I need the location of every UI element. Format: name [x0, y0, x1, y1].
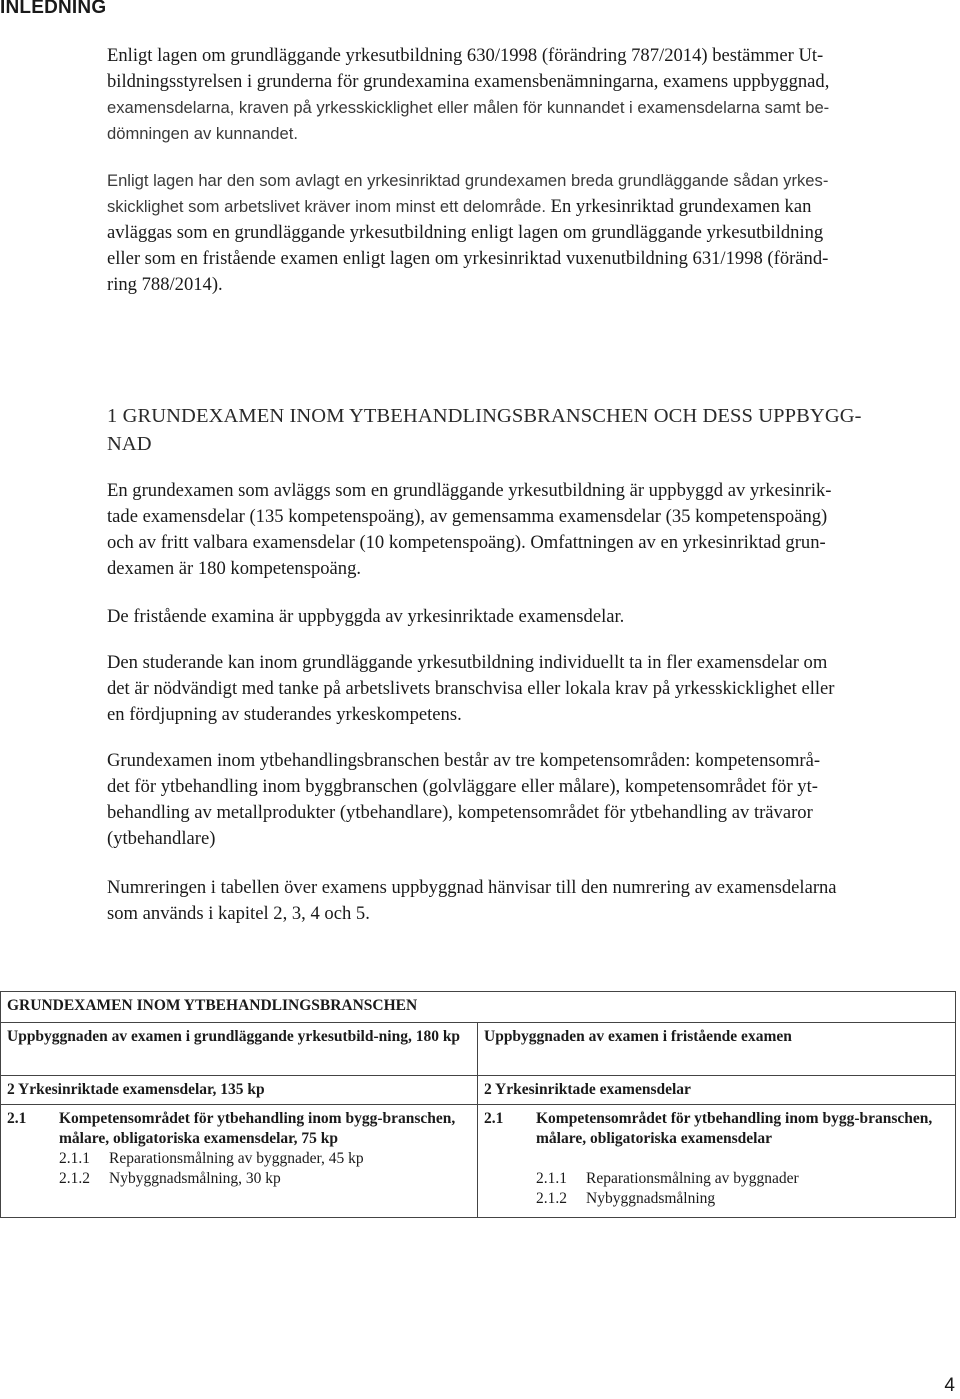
section-1-paragraph-5: [107, 875, 955, 927]
item-label: Nybyggnadsmålning, 30 kp: [109, 1170, 281, 1187]
section-1-paragraph-2: [107, 604, 955, 630]
text-line: ring 788/2014).: [107, 274, 223, 295]
item-number: 2.1.1: [536, 1170, 567, 1187]
examination-structure-table: [0, 991, 956, 1218]
text-line: Grundexamen inom ytbehandlingsbranschen består av tre kompetensområden: kompetensområ-: [107, 750, 821, 771]
text-segment: skicklighet som arbetslivet kräver inom minst ett delområde.: [107, 197, 546, 216]
intro-heading: INLEDNING: [0, 0, 107, 18]
text-line: Den studerande kan inom grundläggande yrkesutbildning individuellt ta in fler examensdelar om: [107, 652, 828, 673]
item-number: 2.1.1: [59, 1150, 90, 1167]
list-item: [7, 1109, 471, 1149]
item-label: Reparationsmålning av byggnader, 45 kp: [109, 1150, 364, 1167]
text-segment: En yrkesinriktad grundexamen kan: [545, 196, 812, 217]
section-1-paragraph-3: [107, 650, 955, 728]
column-header-independent: Uppbyggnaden av examen i fristående examen: [478, 1023, 956, 1076]
table-row: [1, 1105, 956, 1218]
table-title-row: [1, 992, 956, 1023]
table-section-row: [1, 1076, 956, 1105]
section-1-paragraph-4: [107, 748, 955, 852]
heading-line: NAD: [107, 433, 152, 455]
item-label: Nybyggnadsmålning: [586, 1190, 716, 1207]
competence-area-vocational: [1, 1105, 478, 1218]
item-label: Kompetensområdet för ytbehandling inom bygg-branschen, målare, obligatoriska examensdelar: [536, 1110, 933, 1147]
text-line: En grundexamen som avläggs som en grundläggande yrkesutbildning är uppbyggd av yrkesinrik-: [107, 480, 832, 501]
column-header-vocational: Uppbyggnaden av examen i grundläggande yrkesutbild-ning, 180 kp: [1, 1023, 478, 1076]
text-line: och av fritt valbara examensdelar (10 kompetenspoäng). Omfattningen av en yrkesinriktad grun-: [107, 532, 826, 553]
section-label-vocational: 2 Yrkesinriktade examensdelar, 135 kp: [1, 1076, 478, 1105]
text-line: som används i kapitel 2, 3, 4 och 5.: [107, 903, 370, 924]
item-label: Reparationsmålning av byggnader: [586, 1170, 799, 1187]
text-line: avläggas som en grundläggande yrkesutbildning enligt lagen om grundläggande yrkesutbildning: [107, 222, 824, 243]
intro-paragraph-2: [107, 168, 955, 298]
item-label: Kompetensområdet för ytbehandling inom bygg-branschen, målare, obligatoriska examensdelar, 75 kp: [59, 1110, 456, 1147]
heading-line: 1 GRUNDEXAMEN INOM YTBEHANDLINGSBRANSCHEN OCH DESS UPPBYGG-: [107, 405, 862, 427]
section-1-paragraph-1: [107, 478, 955, 582]
competence-area-independent: [478, 1105, 956, 1218]
text-line: dexamen är 180 kompetenspoäng.: [107, 558, 362, 579]
text-line: det är nödvändigt med tanke på arbetslivets branschvisa eller lokala krav på yrkesskicklighet eller: [107, 678, 835, 699]
table-title: GRUNDEXAMEN INOM YTBEHANDLINGSBRANSCHEN: [1, 992, 956, 1023]
item-number: 2.1: [7, 1110, 27, 1127]
text-line: De fristående examina är uppbyggda av yrkesinriktade examensdelar.: [107, 606, 625, 627]
text-line: tade examensdelar (135 kompetenspoäng), av gemensamma examensdelar (35 kompetenspoäng): [107, 506, 828, 527]
list-item: [7, 1169, 471, 1189]
page-number: 4: [944, 1375, 955, 1396]
table-header-row: [1, 1023, 956, 1076]
list-item: [484, 1169, 949, 1189]
text-line: en fördjupning av studerandes yrkeskompetens.: [107, 704, 462, 725]
list-item: [7, 1149, 471, 1169]
item-number: 2.1.2: [59, 1170, 90, 1187]
section-1-heading: [107, 402, 862, 458]
list-item: [484, 1109, 949, 1149]
text-line: bildningsstyrelsen i grunderna för grundexamina examensbenämningarna, examens uppbyggnad,: [107, 71, 830, 92]
item-number: 2.1: [484, 1110, 504, 1127]
text-line: examensdelarna, kraven på yrkesskicklighet eller målen för kunnandet i examensdelarna samt be-: [107, 98, 830, 117]
text-line: Enligt lagen om grundläggande yrkesutbildning 630/1998 (förändring 787/2014) bestämmer Ut-: [107, 45, 824, 66]
text-line: det för ytbehandling inom byggbranschen (golvläggare eller målare), kompetensområdet för yt-: [107, 776, 818, 797]
item-number: 2.1.2: [536, 1190, 567, 1207]
list-item: [484, 1189, 949, 1209]
text-line: [107, 194, 955, 220]
section-label-independent: 2 Yrkesinriktade examensdelar: [478, 1076, 956, 1105]
text-line: (ytbehandlare): [107, 828, 216, 849]
text-line: Enligt lagen har den som avlagt en yrkesinriktad grundexamen breda grundläggande sådan yrkes-: [107, 171, 829, 190]
text-line: eller som en fristående examen enligt lagen om yrkesinriktad vuxenutbildning 631/1998 (föränd-: [107, 248, 829, 269]
intro-paragraph-1: [107, 43, 955, 147]
text-line: Numreringen i tabellen över examens uppbyggnad hänvisar till den numrering av examensdelarna: [107, 877, 837, 898]
text-line: behandling av metallprodukter (ytbehandlare), kompetensområdet för ytbehandling av trävaror: [107, 802, 813, 823]
text-line: dömningen av kunnandet.: [107, 124, 298, 143]
